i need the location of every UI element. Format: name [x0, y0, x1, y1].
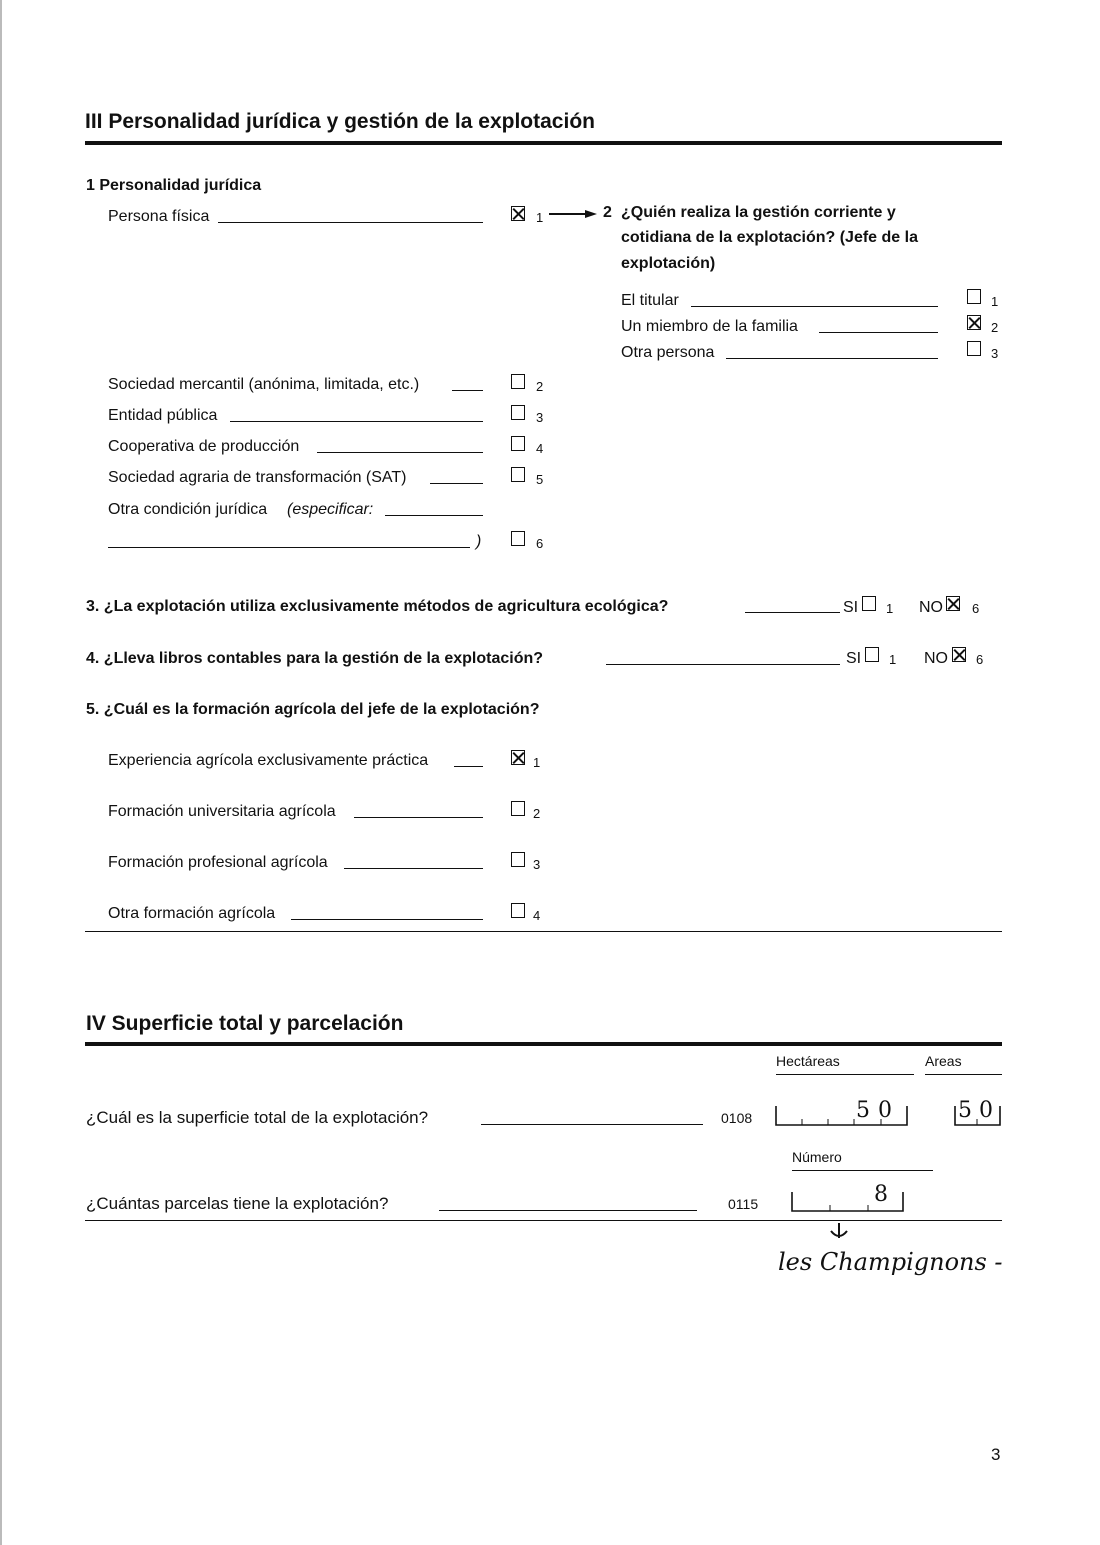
section-3-end-rule	[85, 931, 1002, 932]
leader-line	[354, 817, 483, 818]
leader-line	[691, 306, 938, 307]
checkbox-q4-no[interactable]	[952, 647, 966, 662]
option-label: Persona física	[108, 208, 210, 225]
col-underline	[925, 1074, 1002, 1075]
field-code: 0108	[721, 1110, 753, 1126]
option-code: 6	[972, 601, 980, 616]
si-label: SI	[846, 650, 862, 667]
handwritten-note: les Champignons -	[778, 1248, 1003, 1276]
option-code: 6	[976, 652, 984, 667]
checkbox-persona-fisica[interactable]	[511, 206, 525, 221]
numero-value[interactable]: 8	[874, 1182, 888, 1207]
option-label: Otra condición jurídica	[108, 501, 268, 518]
leader-line	[344, 868, 483, 869]
leader-line	[291, 919, 483, 920]
leader-line	[430, 483, 483, 484]
q2-option-label: Un miembro de la familia	[621, 318, 798, 335]
option-code: 1	[991, 294, 999, 309]
leader-line	[454, 766, 483, 767]
leader-line	[819, 332, 938, 333]
option-code: 1	[886, 601, 894, 616]
option-code: 4	[536, 441, 544, 456]
leader-line	[726, 358, 938, 359]
option-code: 3	[536, 410, 544, 425]
option-label: Sociedad agraria de transformación (SAT)	[108, 469, 407, 486]
leader-line	[439, 1210, 697, 1211]
option-code: 2	[536, 379, 544, 394]
leader-line	[606, 664, 840, 665]
option-label: Sociedad mercantil (anónima, limitada, etc.)	[108, 376, 420, 393]
si-label: SI	[843, 599, 859, 616]
col-underline	[776, 1074, 914, 1075]
hectareas-value[interactable]: 50	[856, 1098, 900, 1123]
handwritten-arrow-icon	[826, 1222, 852, 1242]
option-code: 5	[536, 472, 544, 487]
areas-value[interactable]: 50	[958, 1098, 1000, 1123]
option-code: 3	[991, 346, 999, 361]
section-3-title: III Personalidad jurídica y gestión de la explotación	[85, 110, 595, 133]
section-4-title: IV Superficie total y parcelación	[86, 1012, 404, 1035]
checkbox-q3-si[interactable]	[862, 596, 876, 611]
option-code: 2	[533, 806, 541, 821]
option-code: 6	[536, 536, 544, 551]
checkbox-sat[interactable]	[511, 467, 525, 482]
option-label: Formación universitaria agrícola	[108, 803, 336, 820]
option-code: 1	[533, 755, 541, 770]
q3-text: 3. ¿La explotación utiliza exclusivamente métodos de agricultura ecológica?	[86, 598, 669, 615]
leader-line	[218, 222, 483, 223]
option-label: Formación profesional agrícola	[108, 854, 328, 871]
checkbox-otra-persona[interactable]	[967, 341, 981, 356]
q2-option-label: Otra persona	[621, 344, 715, 361]
no-label: NO	[924, 650, 948, 667]
q-superficie-text: ¿Cuál es la superficie total de la explotación?	[86, 1108, 429, 1127]
checkbox-sociedad-mercantil[interactable]	[511, 374, 525, 389]
option-close-paren: )	[476, 533, 482, 550]
checkbox-otra-formacion[interactable]	[511, 903, 525, 918]
checkbox-q4-si[interactable]	[865, 647, 879, 662]
specify-line[interactable]	[108, 547, 470, 548]
leader-line	[385, 515, 483, 516]
col-areas: Areas	[925, 1053, 962, 1069]
q1-title: 1 Personalidad jurídica	[86, 177, 262, 194]
checkbox-formacion-profesional[interactable]	[511, 852, 525, 867]
option-code: 3	[533, 857, 541, 872]
checkbox-miembro-familia[interactable]	[967, 315, 981, 330]
option-code: 1	[889, 652, 897, 667]
option-code: 2	[991, 320, 999, 335]
q4-text: 4. ¿Lleva libros contables para la gestión de la explotación?	[86, 650, 544, 667]
leader-line	[317, 452, 483, 453]
checkbox-formacion-universitaria[interactable]	[511, 801, 525, 816]
scan-margin-line	[0, 0, 2, 1545]
q2-option-label: El titular	[621, 292, 679, 309]
checkbox-titular[interactable]	[967, 289, 981, 304]
checkbox-entidad-publica[interactable]	[511, 405, 525, 420]
q5-text: 5. ¿Cuál es la formación agrícola del jefe de la explotación?	[86, 701, 540, 718]
leader-line	[452, 390, 483, 391]
leader-line	[230, 421, 483, 422]
checkbox-cooperativa[interactable]	[511, 436, 525, 451]
page-number: 3	[991, 1445, 1001, 1464]
q-parcelas-text: ¿Cuántas parcelas tiene la explotación?	[86, 1194, 389, 1213]
field-code: 0115	[728, 1196, 759, 1212]
q2-title-line-2: cotidiana de la explotación? (Jefe de la	[621, 229, 918, 246]
option-label: Cooperativa de producción	[108, 438, 300, 455]
option-code: 4	[533, 908, 541, 923]
option-label: Experiencia agrícola exclusivamente práctica	[108, 752, 429, 769]
option-code: 1	[536, 210, 544, 225]
option-label: Entidad pública	[108, 407, 218, 424]
col-underline	[792, 1170, 933, 1171]
col-hectareas: Hectáreas	[776, 1053, 840, 1069]
numero-field-frame	[790, 1186, 906, 1214]
section-4-end-rule	[85, 1220, 1002, 1221]
section-3-rule	[85, 141, 1002, 145]
checkbox-otra-condicion[interactable]	[511, 531, 525, 546]
checkbox-experiencia-practica[interactable]	[511, 750, 525, 765]
q2-number: 2	[603, 204, 612, 221]
leader-line	[745, 612, 840, 613]
option-label-italic: (especificar:	[287, 501, 374, 518]
option-label: Otra formación agrícola	[108, 905, 276, 922]
checkbox-q3-no[interactable]	[946, 596, 960, 611]
col-numero: Número	[792, 1149, 842, 1165]
q2-title-line-1: ¿Quién realiza la gestión corriente y	[621, 204, 896, 221]
q2-title-line-3: explotación)	[621, 255, 716, 272]
arrow-icon	[549, 208, 599, 220]
leader-line	[481, 1124, 703, 1125]
no-label: NO	[919, 599, 943, 616]
section-4-rule	[85, 1042, 1002, 1046]
